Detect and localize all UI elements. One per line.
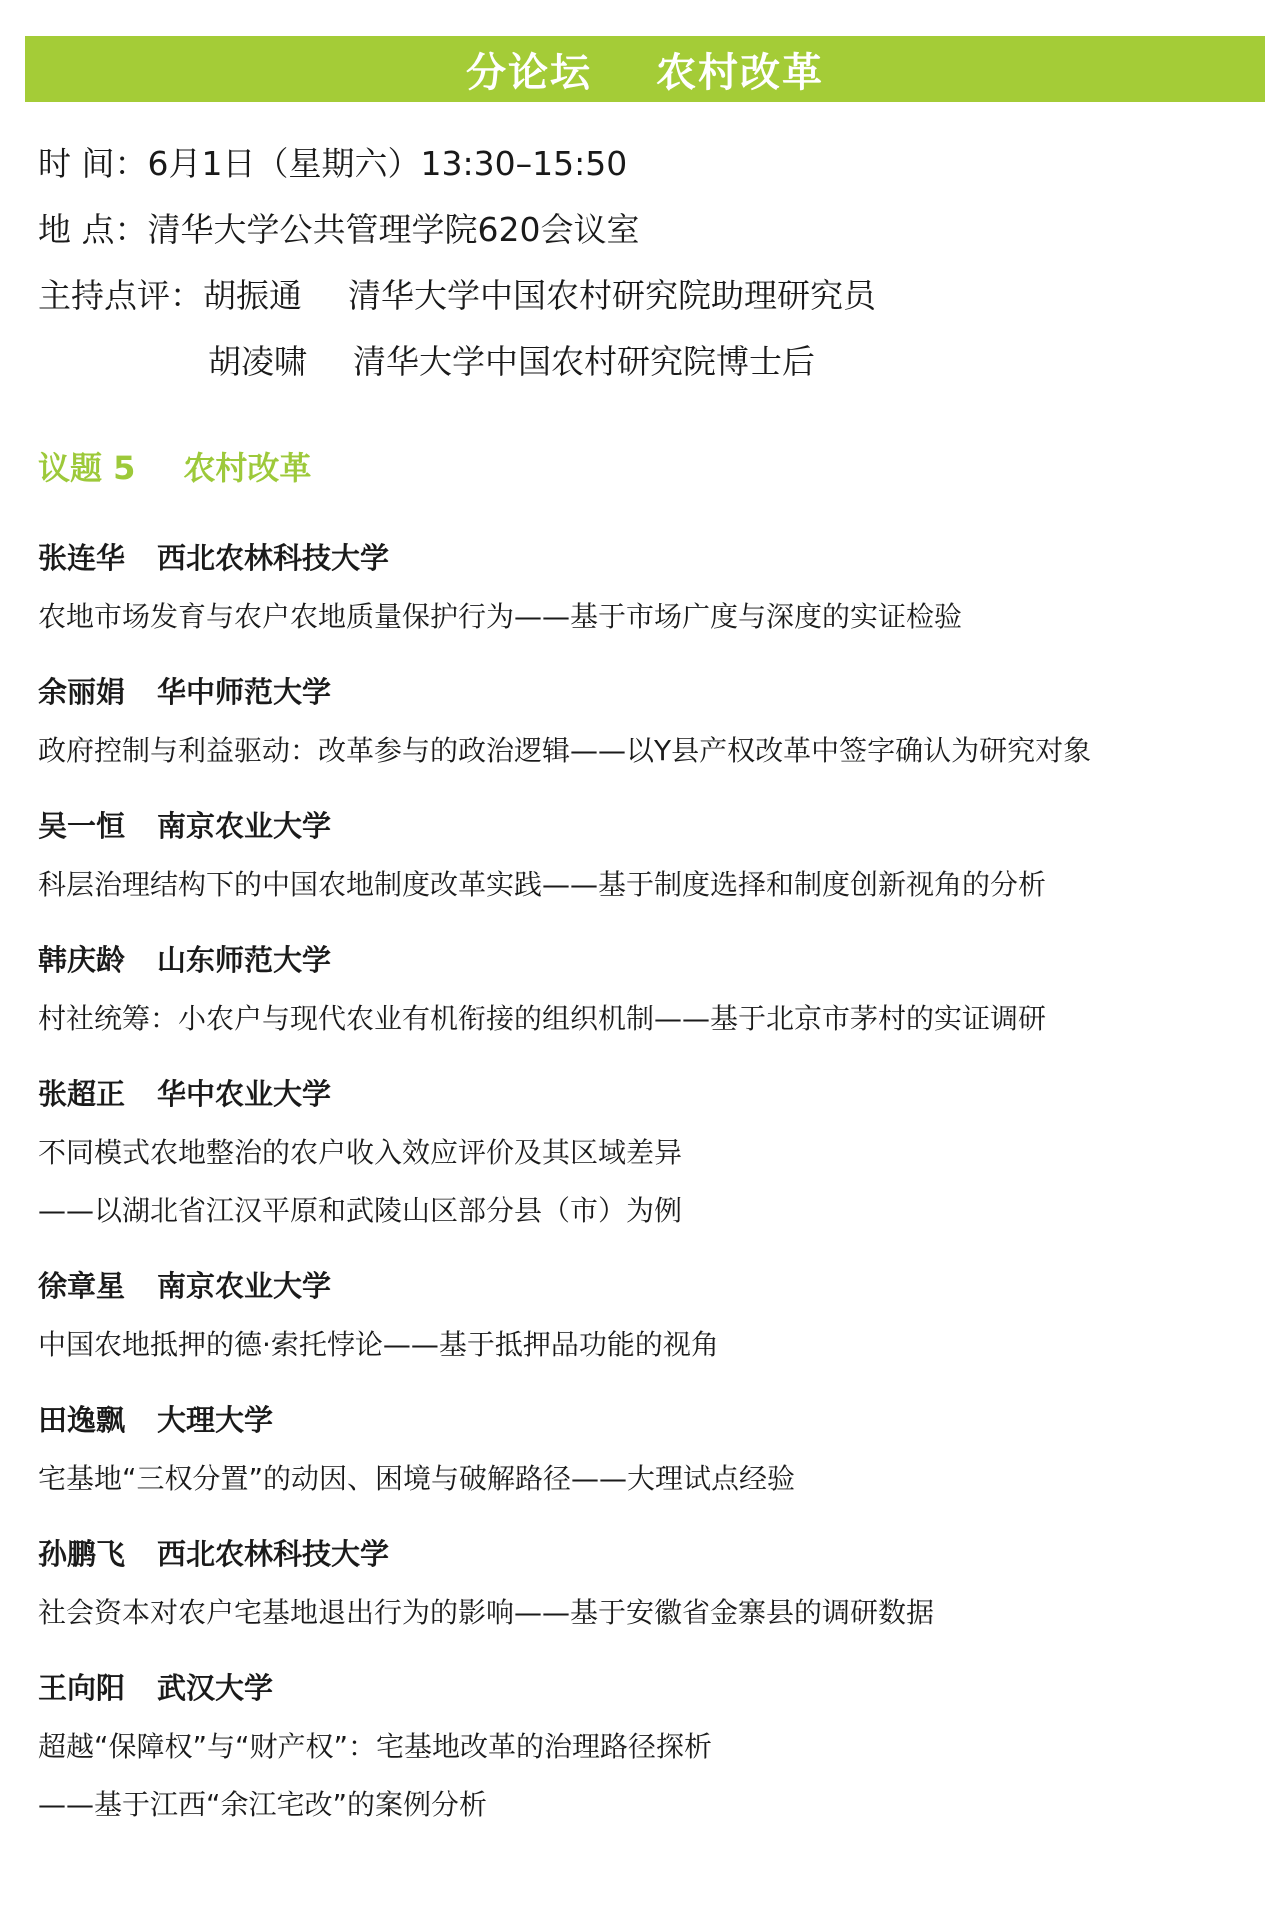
host-name-1: 胡振通	[203, 276, 302, 315]
place-label: 地 点：	[38, 210, 148, 249]
host-row-1	[38, 276, 876, 316]
author-affiliation: 西北农林科技大学	[157, 1537, 390, 1571]
paper-title-line: 农地市场发育与农户农地质量保护行为——基于市场广度与深度的实证检验	[38, 600, 963, 633]
author-line	[38, 1400, 1238, 1440]
paper-title-line: 科层治理结构下的中国农地制度改革实践——基于制度选择和制度创新视角的分析	[38, 868, 1047, 901]
forum-header-bar	[25, 36, 1265, 102]
host-title-2: 清华大学中国农村研究院博士后	[353, 342, 815, 381]
author-name: 田逸飘	[38, 1403, 126, 1437]
host-row-2	[208, 342, 815, 382]
paper-entry	[38, 1534, 1238, 1632]
author-name: 吴一恒	[38, 809, 126, 843]
author-name: 张超正	[38, 1077, 126, 1111]
author-affiliation: 华中师范大学	[157, 675, 332, 709]
author-name: 余丽娟	[38, 675, 126, 709]
paper-entry	[38, 1668, 1238, 1824]
paper-title-line: 政府控制与利益驱动：改革参与的政治逻辑——以Y县产权改革中签字确认为研究对象	[38, 734, 1092, 767]
author-name: 韩庆龄	[38, 943, 126, 977]
place-row	[38, 210, 640, 250]
paper-title-line: 宅基地“三权分置”的动因、困境与破解路径——大理试点经验	[38, 1462, 796, 1495]
author-affiliation: 山东师范大学	[157, 943, 332, 977]
author-name: 张连华	[38, 541, 126, 575]
paper-entry	[38, 1266, 1238, 1364]
topic-number: 议题 5	[38, 449, 136, 487]
author-affiliation: 南京农业大学	[157, 1269, 332, 1303]
paper-entry	[38, 672, 1238, 770]
paper-title-line: 村社统筹：小农户与现代农业有机衔接的组织机制——基于北京市茅村的实证调研	[38, 1002, 1047, 1035]
topic-title: 农村改革	[183, 449, 312, 487]
author-name: 徐章星	[38, 1269, 126, 1303]
paper-entry	[38, 806, 1238, 904]
host-label: 主持点评：	[38, 276, 203, 315]
paper-entry	[38, 1400, 1238, 1498]
author-affiliation: 南京农业大学	[157, 809, 332, 843]
host-title-1: 清华大学中国农村研究院助理研究员	[348, 276, 876, 315]
author-line	[38, 672, 1238, 712]
paper-entry	[38, 1074, 1238, 1230]
paper-title-line: 不同模式农地整治的农户收入效应评价及其区域差异	[38, 1136, 683, 1169]
author-line	[38, 1074, 1238, 1114]
author-name: 孙鹏飞	[38, 1537, 126, 1571]
place-value: 清华大学公共管理学院620会议室	[147, 210, 640, 249]
author-affiliation: 华中农业大学	[157, 1077, 332, 1111]
topic-heading	[38, 443, 311, 489]
author-affiliation: 武汉大学	[157, 1671, 274, 1705]
paper-title-line: ——以湖北省江汉平原和武陵山区部分县（市）为例	[38, 1194, 683, 1227]
author-line	[38, 1266, 1238, 1306]
time-label: 时 间：	[38, 144, 148, 183]
time-value: 6月1日（星期六）13:30–15:50	[147, 144, 628, 183]
forum-header-part1: 分论坛	[466, 49, 592, 96]
paper-title-line: ——基于江西“余江宅改”的案例分析	[38, 1788, 488, 1821]
paper-list	[38, 538, 1238, 1860]
paper-title-line: 超越“保障权”与“财产权”：宅基地改革的治理路径探析	[38, 1730, 713, 1763]
author-name: 王向阳	[38, 1671, 126, 1705]
author-line	[38, 538, 1238, 578]
author-affiliation: 西北农林科技大学	[157, 541, 390, 575]
paper-title-line: 社会资本对农户宅基地退出行为的影响——基于安徽省金寨县的调研数据	[38, 1596, 935, 1629]
paper-title-line: 中国农地抵押的德·索托悖论——基于抵押品功能的视角	[38, 1328, 719, 1361]
author-line	[38, 806, 1238, 846]
author-line	[38, 1668, 1238, 1708]
author-affiliation: 大理大学	[157, 1403, 274, 1437]
host-name-2: 胡凌啸	[208, 342, 307, 381]
author-line	[38, 940, 1238, 980]
paper-entry	[38, 538, 1238, 636]
paper-entry	[38, 940, 1238, 1038]
time-row	[38, 144, 627, 184]
forum-header-part2: 农村改革	[656, 49, 824, 96]
author-line	[38, 1534, 1238, 1574]
